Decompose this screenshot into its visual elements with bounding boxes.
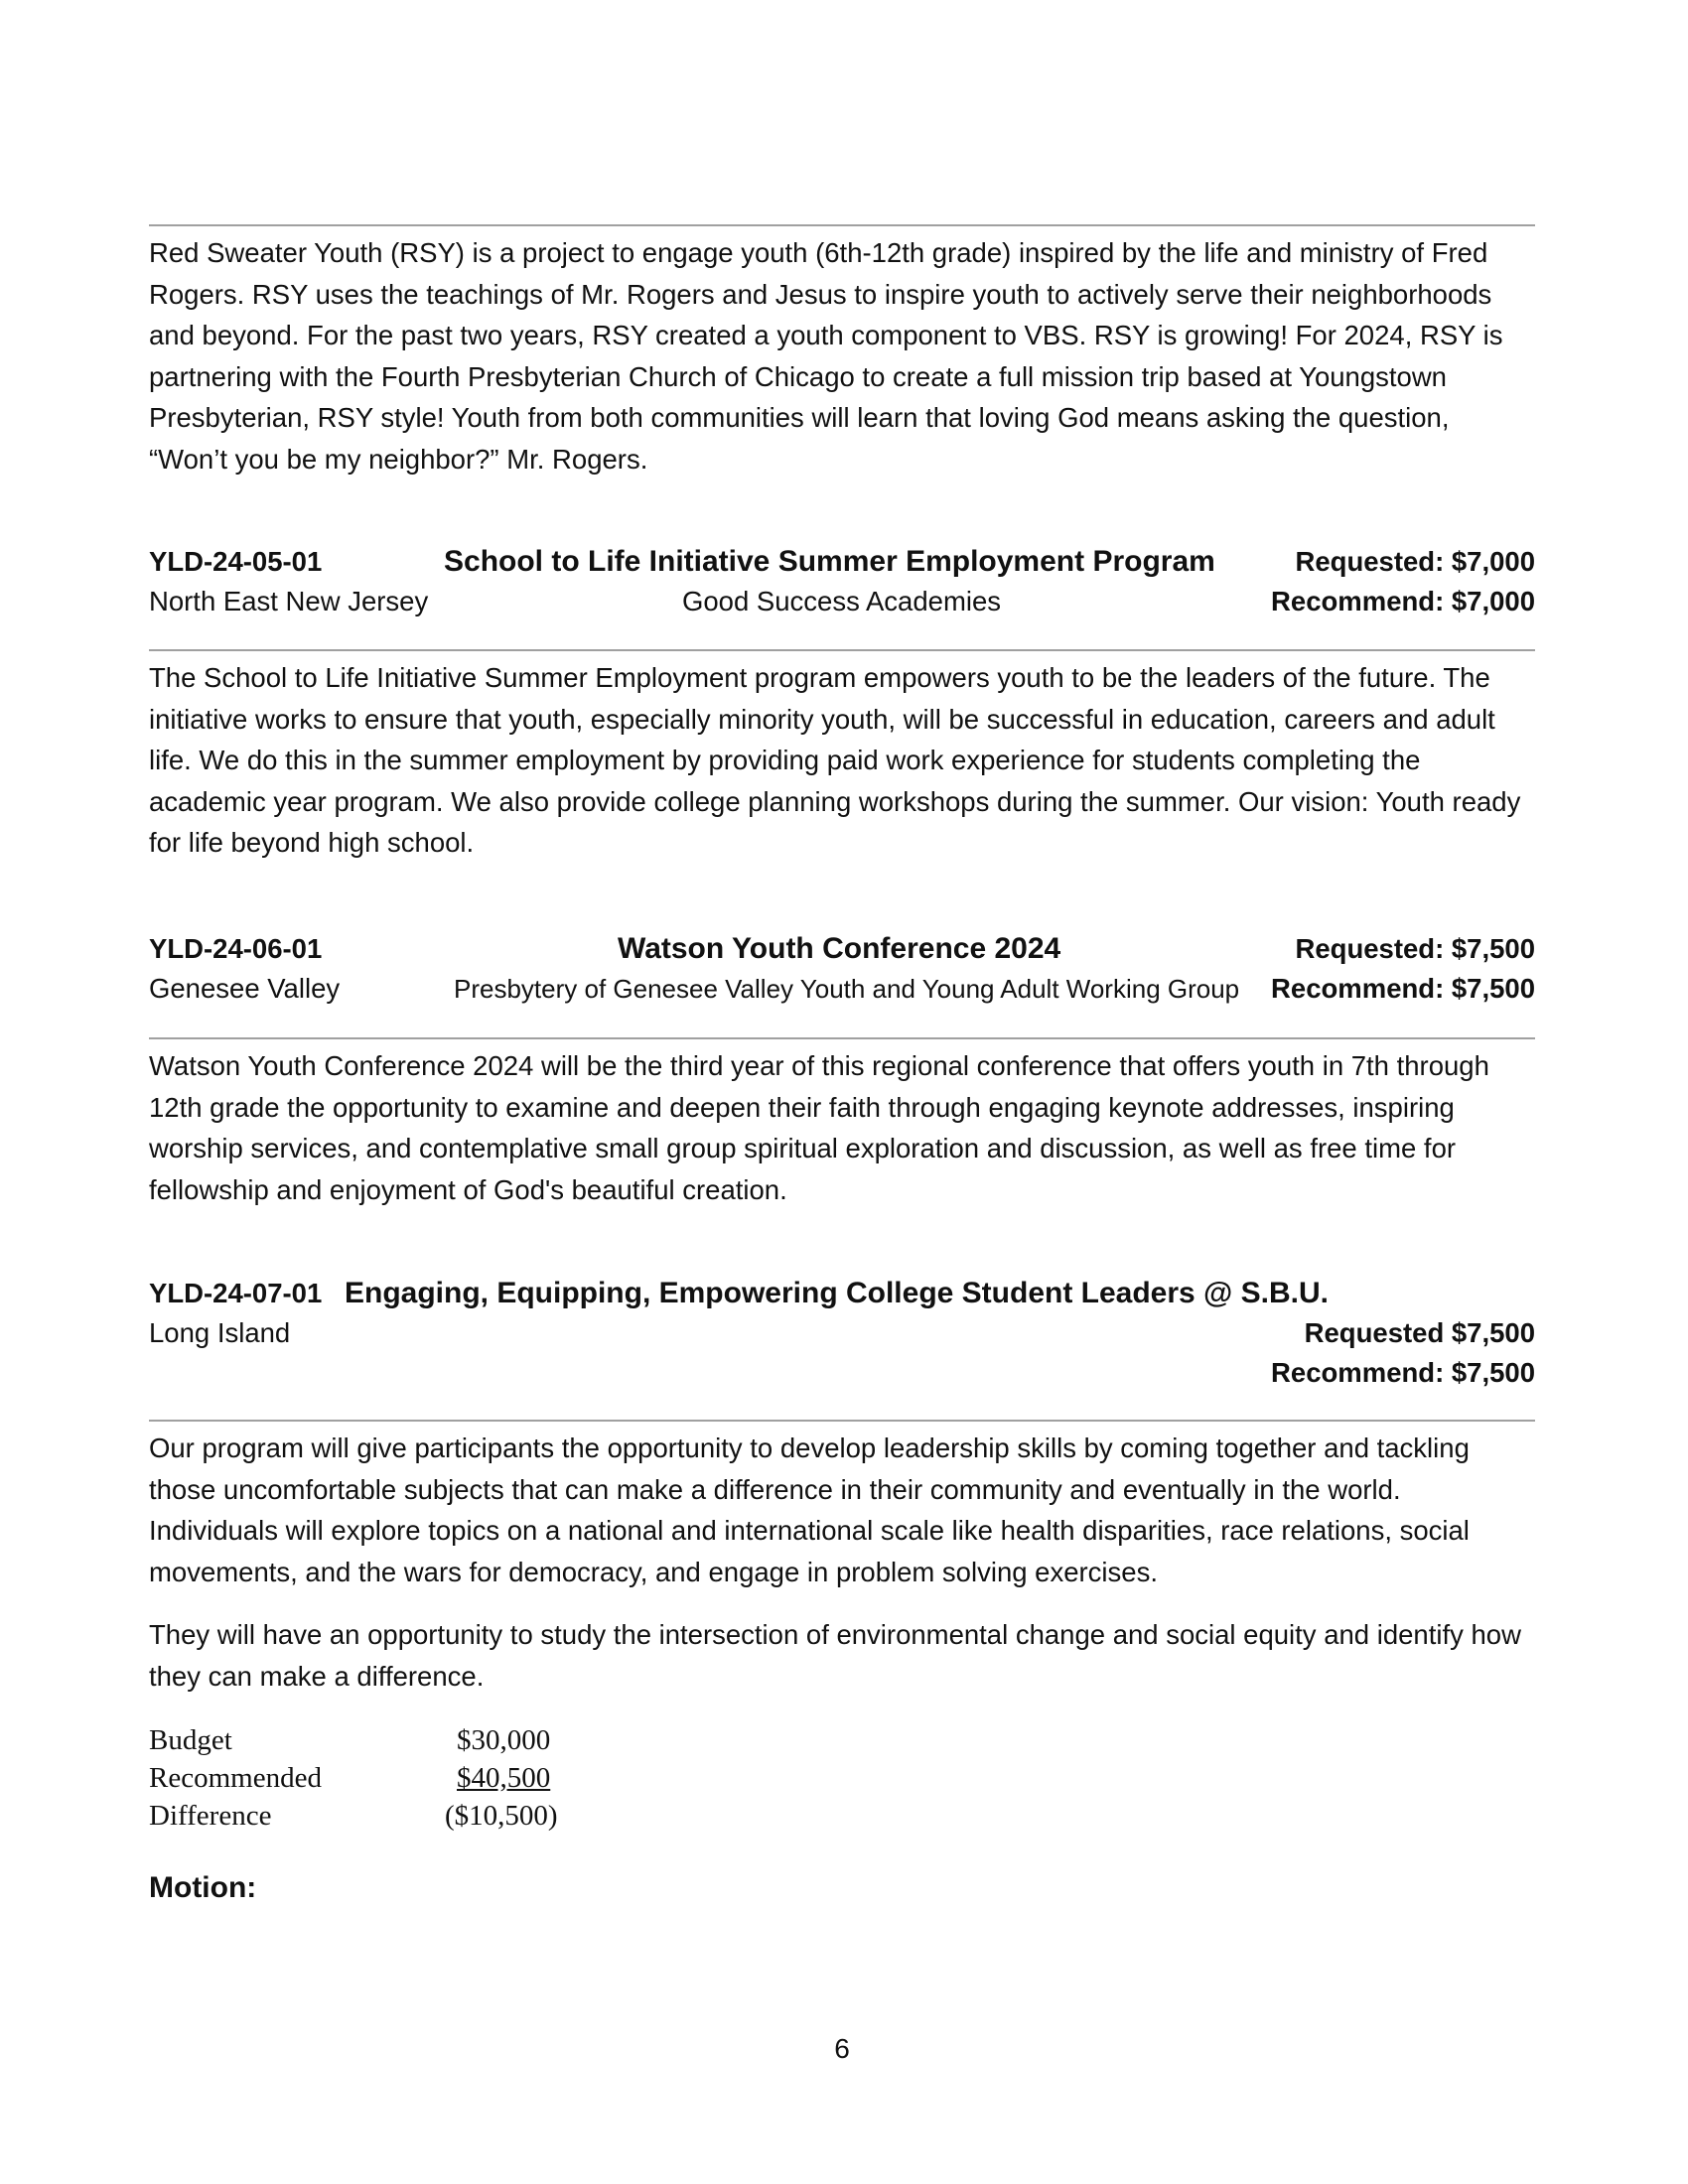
- recommended-amount: Recommend: $7,000: [1271, 586, 1535, 616]
- grant-title: Engaging, Equipping, Empowering College Student Leaders @ S.B.U.: [345, 1277, 1329, 1309]
- page-number: 6: [834, 2033, 850, 2064]
- divider: [149, 1420, 1535, 1422]
- grant-description: Our program will give participants the opportunity to develop leadership skills by coming together and tackling those uncomfortable subjects that can make a difference in their community and eventually in the world. Individuals will explore topics on a national and international scale like health disparities, race relations, social movements, and the wars for democracy, and engage in problem solving exercises.: [149, 1433, 1470, 1587]
- recommended-value: $40,500: [457, 1762, 551, 1794]
- intro-paragraph: Red Sweater Youth (RSY) is a project to engage youth (6th-12th grade) inspired by the life and ministry of Fred Rogers. RSY uses the teachings of Mr. Rogers and Jesus to inspire youth to actively serve their neighborhoods and beyond. For the past two years, RSY created a youth component to VBS. RSY is growing! For 2024, RSY is partnering with the Fourth Presbyterian Church of Chicago to create a full mission trip based at Youngstown Presbyterian, RSY style! Youth from both communities will learn that loving God means asking the question, “Won’t you be my neighbor?” Mr. Rogers.: [149, 237, 1503, 475]
- recommended-amount: Recommend: $7,500: [1271, 1357, 1535, 1388]
- grant-title: School to Life Initiative Summer Employment Program: [444, 545, 1215, 578]
- difference-label: Difference: [149, 1800, 272, 1832]
- divider: [149, 649, 1535, 651]
- grant-title: Watson Youth Conference 2024: [618, 932, 1061, 965]
- budget-value: $30,000: [457, 1724, 551, 1756]
- grant-code: YLD-24-07-01: [149, 1278, 323, 1308]
- grant-subheader: [149, 582, 1535, 621]
- recommended-label: Recommended: [149, 1762, 322, 1794]
- grant-description: Watson Youth Conference 2024 will be the third year of this regional conference that offers youth in 7th through 12th grade the opportunity to examine and deepen their faith through engaging keynote addresses, inspiring worship services, and contemplative small group spiritual exploration and discussion, as well as free time for fellowship and enjoyment of God's beautiful creation.: [149, 1050, 1489, 1205]
- budget-label: Budget: [149, 1724, 232, 1756]
- requested-amount: Requested $7,500: [1304, 1317, 1535, 1348]
- recommended-row: [149, 1759, 566, 1797]
- organization-name: Presbytery of Genesee Valley Youth and Young Adult Working Group: [454, 974, 1240, 1004]
- grant-subheader: [149, 1313, 1535, 1353]
- divider: [149, 224, 1535, 226]
- grant-header: [149, 542, 1535, 582]
- recommended-amount: Recommend: $7,500: [1271, 973, 1535, 1004]
- difference-value: ($10,500): [445, 1800, 558, 1832]
- requested-amount: Requested: $7,000: [1295, 546, 1535, 577]
- grant-header: [149, 1274, 1535, 1313]
- presbytery-name: North East New Jersey: [149, 586, 429, 616]
- budget-row: [149, 1721, 566, 1759]
- requested-amount: Requested: $7,500: [1295, 933, 1535, 964]
- grant-code: YLD-24-06-01: [149, 933, 323, 964]
- divider: [149, 1037, 1535, 1039]
- budget-summary: [149, 1721, 566, 1835]
- grant-subheader: [149, 969, 1535, 1009]
- presbytery-name: Long Island: [149, 1317, 291, 1348]
- grant-header: [149, 929, 1535, 969]
- grant-code: YLD-24-05-01: [149, 546, 323, 577]
- document-page: [149, 0, 1535, 2184]
- organization-name: Good Success Academies: [682, 586, 1002, 616]
- difference-row: [149, 1797, 566, 1835]
- grant-subheader: [149, 1353, 1535, 1393]
- grant-description-continued: They will have an opportunity to study the intersection of environmental change and social equity and identify how they can make a difference.: [149, 1619, 1521, 1692]
- grant-description: The School to Life Initiative Summer Employment program empowers youth to be the leaders of the future. The initiative works to ensure that youth, especially minority youth, will be successful in education, careers and adult life. We do this in the summer employment by providing paid work experience for students completing the academic year program. We also provide college planning workshops during the summer. Our vision: Youth ready for life beyond high school.: [149, 662, 1521, 858]
- motion-heading: Motion:: [149, 1871, 257, 1904]
- presbytery-name: Genesee Valley: [149, 973, 341, 1004]
